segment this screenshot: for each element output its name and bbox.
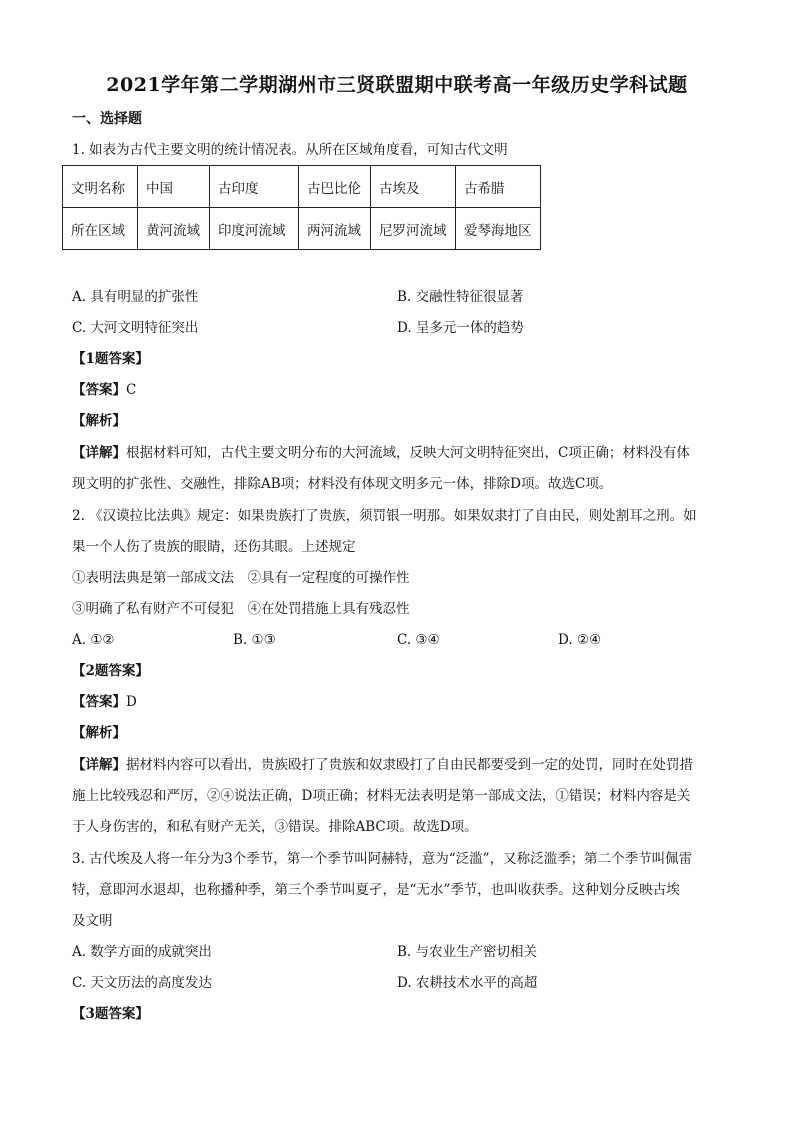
- q2-statements-1: ①表明法典是第一部成文法 ②具有一定程度的可操作性: [72, 570, 410, 586]
- answer-label: 【答案】: [72, 382, 126, 398]
- q3-stem-line-3: 及文明: [72, 913, 113, 929]
- q1-stem: 1. 如表为古代主要文明的统计情况表。从所在区域角度看，可知古代文明: [72, 142, 508, 158]
- q2-option-d: D. ②④: [558, 632, 602, 648]
- q2-detail-line-3: 于人身伤害的，和私有财产无关，③错误。排除ABC项。故选D项。: [72, 819, 478, 835]
- q3-option-d: D. 农耕技术水平的高超: [397, 975, 538, 991]
- table-cell: 文明名称: [63, 166, 138, 208]
- q2-answer: [72, 692, 137, 712]
- answer-value: C: [126, 382, 137, 398]
- q3-stem-line-1: 3. 古代埃及人将一年分为3个季节，第一个季节叫阿赫特，意为“泛滥”，又称泛滥季；第二个季节叫佩雷: [72, 851, 693, 867]
- q2-option-a: A. ①②: [72, 632, 115, 648]
- q3-option-a: A. 数学方面的成就突出: [72, 944, 212, 960]
- detail-text: 根据材料可知，古代主要文明分布的大河流域，反映大河文明特征突出，C项正确；材料没有体: [126, 445, 690, 461]
- q1-option-a: A. 具有明显的扩张性: [72, 289, 199, 305]
- table-cell: 爱琴海地区: [456, 208, 541, 250]
- table-cell: 印度河流域: [210, 208, 299, 250]
- q1-answer-header: 【1题答案】: [72, 351, 149, 367]
- q3-option-b: B. 与农业生产密切相关: [397, 944, 538, 960]
- q1-detail-line-2: 现文明的扩张性、交融性，排除AB项；材料没有体现文明多元一体，排除D项。故选C项。: [72, 476, 613, 492]
- q1-option-d: D. 呈多元一体的趋势: [397, 320, 524, 336]
- q3-answer-header: 【3题答案】: [72, 1006, 149, 1022]
- q1-option-c: C. 大河文明特征突出: [72, 320, 199, 336]
- q2-stem-line-1: 2. 《汉谟拉比法典》规定：如果贵族打了贵族，须罚银一明那。如果奴隶打了自由民，则处割耳之刑。如: [72, 508, 697, 524]
- table-cell: 两河流域: [299, 208, 371, 250]
- table-row: [63, 166, 541, 208]
- q2-detail-line-2: 施上比较残忍和严厉，②④说法正确，D项正确；材料无法表明是第一部成文法，①错误；材料内容是关: [72, 788, 691, 804]
- q3-stem-line-2: 特，意即河水退却，也称播种季，第三个季节叫夏孑，是“无水”季节，也叫收获季。这种划分反映古埃: [72, 882, 680, 898]
- table-cell: 所在区域: [63, 208, 138, 250]
- q1-answer: [72, 380, 136, 400]
- q3-option-c: C. 天文历法的高度发达: [72, 975, 212, 991]
- q1-analysis-label: 【解析】: [72, 413, 126, 429]
- table-cell: 黄河流域: [138, 208, 210, 250]
- q2-answer-header: 【2题答案】: [72, 663, 149, 679]
- detail-text: 据材料内容可以看出，贵族殴打了贵族和奴隶殴打了自由民都要受到一定的处罚，同时在处罚措: [126, 757, 693, 773]
- answer-label: 【答案】: [72, 694, 126, 710]
- q2-stem-line-2: 果一个人伤了贵族的眼睛，还伤其眼。上述规定: [72, 539, 356, 555]
- q2-option-b: B. ①③: [233, 632, 276, 648]
- table-cell: 古希腊: [456, 166, 541, 208]
- table-cell: 中国: [138, 166, 210, 208]
- detail-label: 【详解】: [72, 757, 126, 773]
- table-cell: 古埃及: [371, 166, 456, 208]
- table-cell: 古印度: [210, 166, 299, 208]
- detail-label: 【详解】: [72, 445, 126, 461]
- q1-detail-line-1: [72, 443, 690, 463]
- table-cell: 古巴比伦: [299, 166, 371, 208]
- q2-statements-2: ③明确了私有财产不可侵犯 ④在处罚措施上具有残忍性: [72, 601, 410, 617]
- q2-option-c: C. ③④: [397, 632, 440, 648]
- q2-analysis-label: 【解析】: [72, 725, 126, 741]
- table-cell: 尼罗河流域: [371, 208, 456, 250]
- page-title: 2021学年第二学期湖州市三贤联盟期中联考高一年级历史学科试题: [106, 74, 688, 96]
- q1-option-b: B. 交融性特征很显著: [397, 289, 524, 305]
- section-heading: 一、选择题: [72, 111, 142, 127]
- civilization-table: [62, 165, 541, 250]
- table-row: [63, 208, 541, 250]
- q2-detail-line-1: [72, 755, 693, 775]
- answer-value: D: [126, 694, 137, 710]
